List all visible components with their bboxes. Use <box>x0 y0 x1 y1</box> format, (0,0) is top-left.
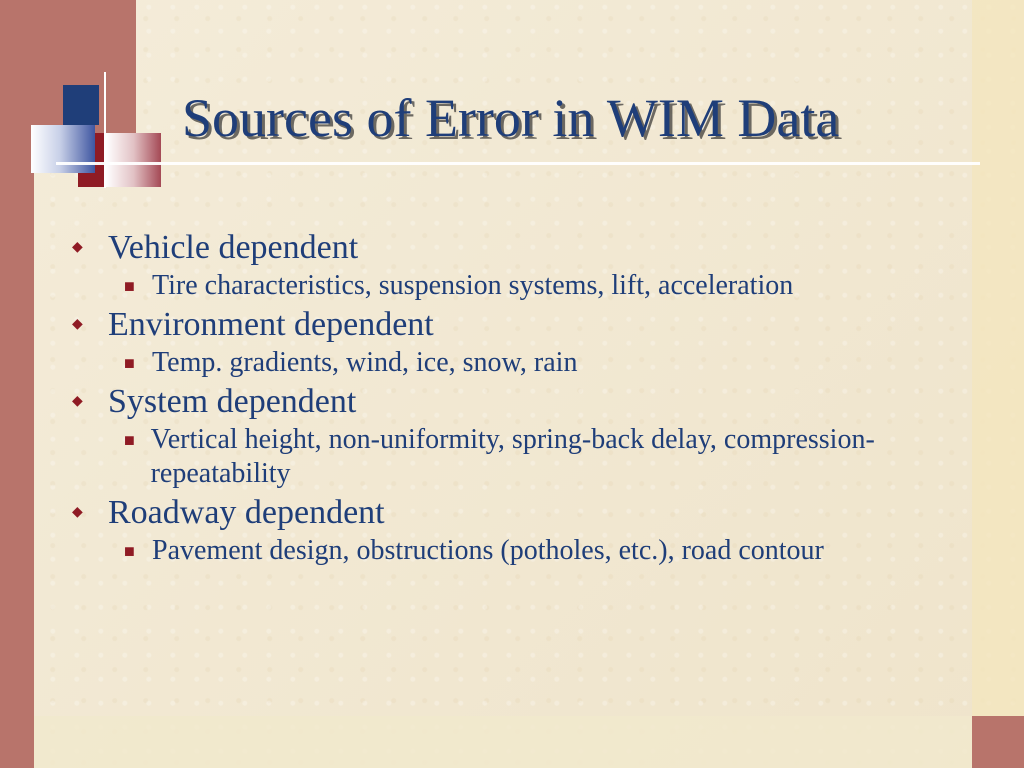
decorative-vertical-line <box>104 72 106 188</box>
left-accent-band <box>0 0 34 768</box>
main-bullet-system <box>72 380 972 424</box>
diamond-icon: ◆ <box>72 505 83 520</box>
decorative-red-gradient-square <box>106 133 161 187</box>
slide-title: Sources of Error in WIM Data <box>182 88 840 148</box>
sub-bullet-environment <box>124 346 972 380</box>
bullet-group-system <box>72 380 972 491</box>
sub-bullet-text: Pavement design, obstructions (potholes, etc.), road contour <box>152 535 824 566</box>
main-bullet-text: System dependent <box>108 383 357 420</box>
bullet-list <box>72 226 972 568</box>
bullet-group-environment <box>72 303 972 380</box>
square-icon: ■ <box>124 541 135 561</box>
main-bullet-vehicle <box>72 226 972 270</box>
sub-bullet-roadway <box>124 534 972 568</box>
title-underline <box>56 162 980 165</box>
main-bullet-environment <box>72 303 972 347</box>
decorative-blue-square <box>63 85 99 125</box>
diamond-icon: ◆ <box>72 240 83 255</box>
main-bullet-text: Roadway dependent <box>108 494 385 531</box>
bullet-group-roadway <box>72 491 972 568</box>
sub-bullet-text: Vertical height, non-uniformity, spring-back delay, compression-repeatability <box>150 424 875 489</box>
right-background-strip <box>972 0 1024 768</box>
diamond-icon: ◆ <box>72 317 83 332</box>
sub-bullet-system <box>124 423 972 491</box>
bullet-group-vehicle <box>72 226 972 303</box>
bottom-background-band <box>34 716 972 768</box>
main-bullet-text: Environment dependent <box>108 306 434 343</box>
square-icon: ■ <box>124 353 135 373</box>
sub-bullet-text: Temp. gradients, wind, ice, snow, rain <box>152 347 578 378</box>
main-bullet-text: Vehicle dependent <box>108 229 359 266</box>
square-icon: ■ <box>124 276 135 296</box>
main-bullet-roadway <box>72 491 972 535</box>
bottom-right-corner-accent <box>972 716 1024 768</box>
decorative-blue-gradient-square <box>31 125 95 173</box>
sub-bullet-text: Tire characteristics, suspension systems, lift, acceleration <box>152 270 794 301</box>
square-icon: ■ <box>124 430 135 450</box>
diamond-icon: ◆ <box>72 394 83 409</box>
sub-bullet-vehicle <box>124 269 972 303</box>
